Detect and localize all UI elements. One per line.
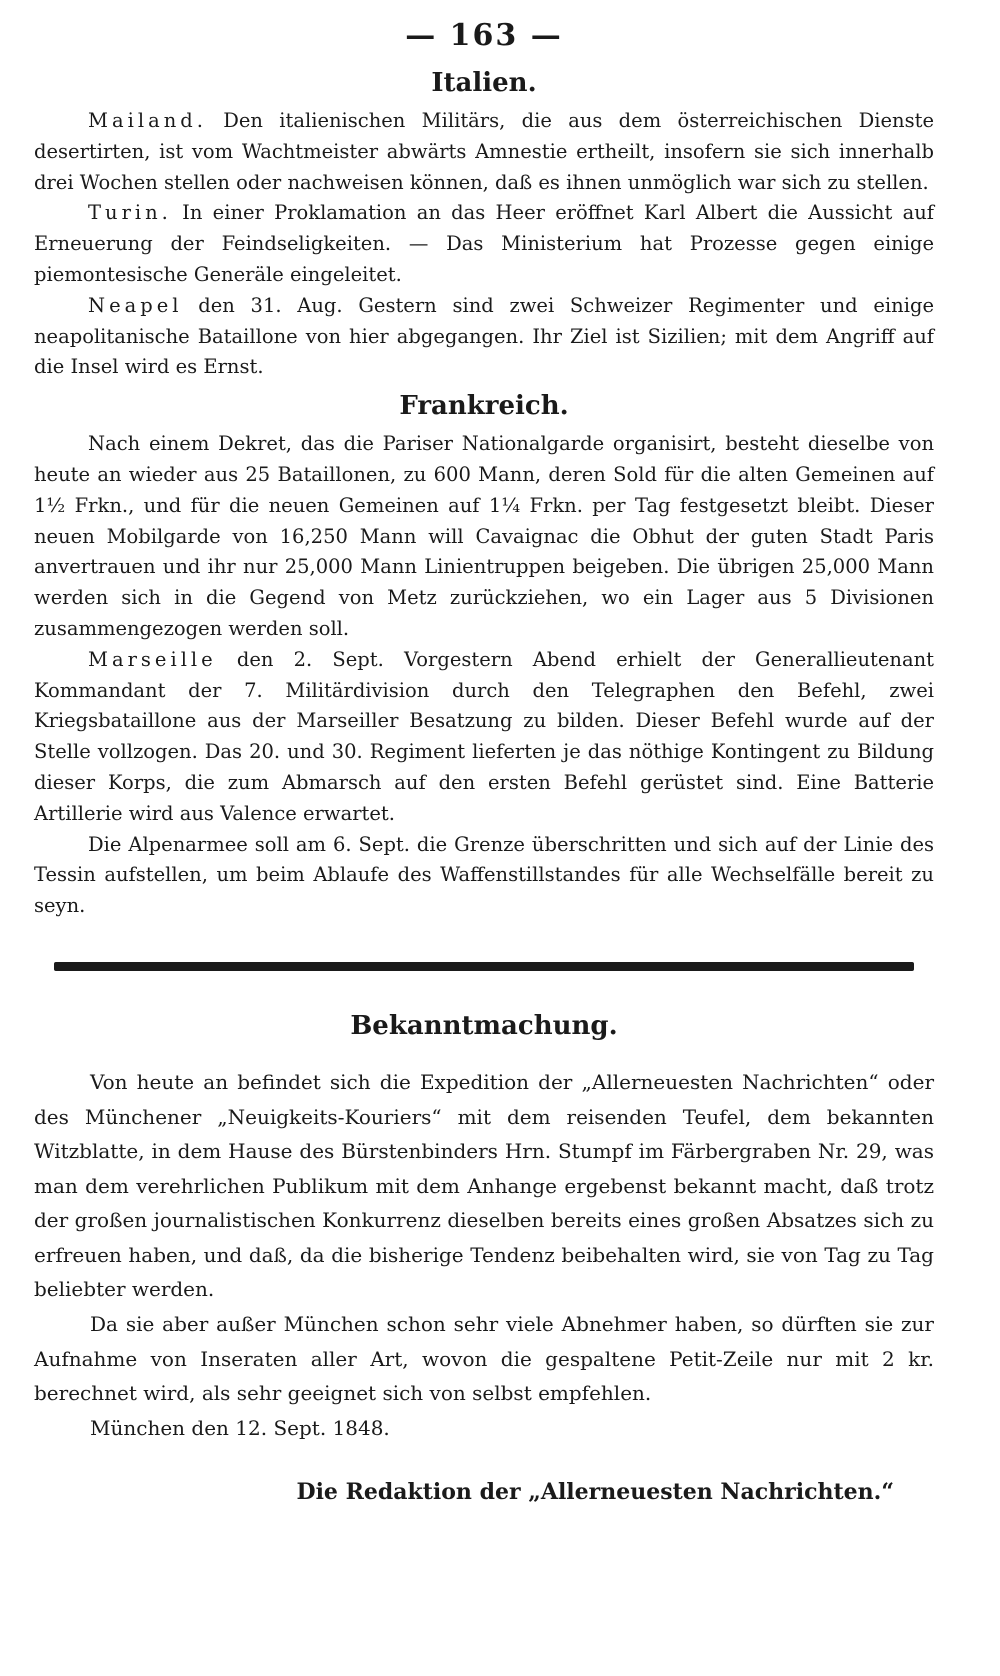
article-paragraph: [34, 645, 934, 830]
dateline-place: Neapel: [88, 293, 183, 317]
announcement-paragraph: Von heute an befindet sich die Expedition der „Allerneuesten Nachrichten“ oder des Münchener „Neuigkeits-Kouriers“ mit dem reisenden Teufel, dem bekannten Witzblatte, in dem Hause des Bürstenbinders Hrn. Stumpf im Färbergraben Nr. 29, was man dem verehrlichen Publikum mit dem Anhange ergebenst bekannt macht, daß trotz der großen journalistischen Konkurrenz dieselben bereits eines großen Absatzes sich zu erfreuen haben, und daß, da die bisherige Tendenz beibehalten wird, sie von Tag zu Tag beliebter werden.: [34, 1069, 934, 1302]
section-bekanntmachung: [34, 1009, 934, 1509]
dateline-place: Mailand.: [88, 109, 207, 132]
article-paragraph: [34, 830, 934, 922]
section-frankreich: [34, 389, 934, 922]
section-divider: [54, 962, 914, 971]
article-paragraph: [34, 291, 934, 383]
section-italien: [34, 66, 934, 383]
dateline-place: Marseille: [88, 647, 217, 671]
article-text: Nach einem Dekret, das die Pariser Nationalgarde organisirt, besteht dieselbe von heute an wieder aus 25 Bataillonen, zu 600 Mann, deren Sold für die alten Gemeinen auf 1½ Frkn., und für die neuen Gemeinen auf 1¼ Frkn. per Tag festgesetzt bleibt. Dieser neuen Mobilgarde von 16,250 Mann will Cavaignac die Obhut der guten Stadt Paris anvertrauen und ihr nur 25,000 Mann Linientruppen beigeben. Die übrigen 25,000 Mann werden sich in die Gegend von Metz zurückziehen, wo ein Lager aus 5 Divisionen zusammengezogen werden soll.: [34, 432, 934, 640]
article-paragraph: [34, 198, 934, 290]
page-number: — 163 —: [405, 18, 563, 53]
announcement-paragraph: Da sie aber außer München schon sehr viele Abnehmer haben, so dürften sie zur Aufnahme von Inseraten aller Art, wovon die gespaltene Petit-Zeile nur mit 2 kr. berechnet wird, als sehr geeignet sich von selbst empfehlen.: [34, 1312, 934, 1406]
article-text: den 2. Sept. Vorgestern Abend erhielt der Generallieutenant Kommandant der 7. Militärdivision durch den Telegraphen den Befehl, zwei Kriegsbataillone aus der Marseiller Besatzung zu bilden. Dieser Befehl wurde auf der Stelle vollzogen. Das 20. und 30. Regiment lieferten je das nöthige Kontingent zu Bildung dieser Korps, die zum Abmarsch auf den ersten Befehl gerüstet sind. Eine Batterie Artillerie wird aus Valence erwartet.: [34, 647, 934, 825]
announcement-dateline: München den 12. Sept. 1848.: [90, 1415, 390, 1440]
article-text: den 31. Aug. Gestern sind zwei Schweizer Regimenter und einige neapolitanische Bataillone von hier abgegangen. Ihr Ziel ist Sizilien; mit dem Angriff auf die Insel wird es Ernst.: [34, 293, 934, 379]
article-text: In einer Proklamation an das Heer eröffnet Karl Albert die Aussicht auf Erneuerung der Feindseligkeiten. — Das Ministerium hat Prozesse gegen einige piemontesische Generäle eingeleitet.: [34, 201, 934, 286]
section-heading-italien: Italien.: [431, 68, 537, 98]
announcement-signature: Die Redaktion der „Allerneuesten Nachrichten.“: [296, 1478, 894, 1505]
article-paragraph: [34, 429, 934, 645]
article-text: Die Alpenarmee soll am 6. Sept. die Grenze überschritten und sich auf der Linie des Tessin aufstellen, um beim Ablaufe des Waffenstillstandes für alle Wechselfälle bereit zu seyn.: [34, 832, 934, 918]
announcement-heading: Bekanntmachung.: [350, 1010, 618, 1041]
dateline-place: Turin.: [88, 201, 172, 225]
article-paragraph: [34, 106, 934, 198]
article-text: Den italienischen Militärs, die aus dem österreichischen Dienste desertirten, ist vom Wachtmeister abwärts Amnestie ertheilt, insofern sie sich innerhalb drei Wochen stellen oder nachweisen können, daß es ihnen unmöglich war sich zu stellen.: [34, 109, 934, 194]
newspaper-page: [34, 16, 934, 1656]
section-heading-frankreich: Frankreich.: [399, 391, 569, 422]
